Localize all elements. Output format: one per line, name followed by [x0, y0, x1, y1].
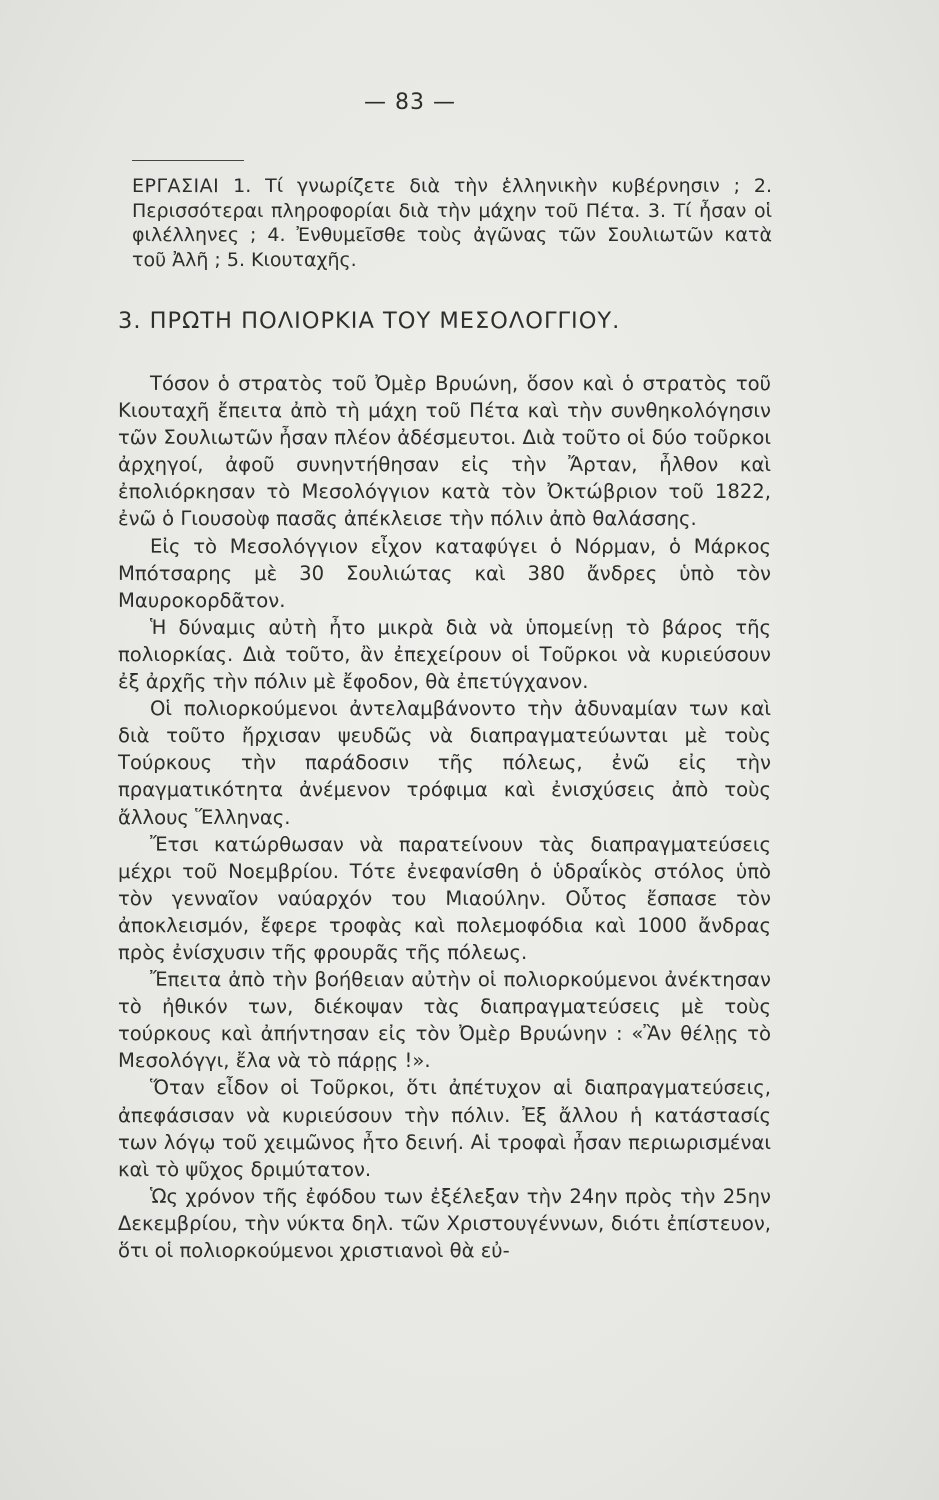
paragraph: Οἱ πολιορκούμενοι ἀντελαμβάνοντο τὴν ἀδυναμίαν των καὶ διὰ τοῦτο ἤρχισαν ψευδῶς νὰ διαπραγματεύωνται μὲ τοὺς Τούρκους τὴν παράδοσιν τῆς πόλεως, ἐνῶ εἰς τὴν πραγματικότητα ἀνέμενον τρόφιμα καὶ ἐνισχύσεις ἀπὸ τοὺς ἄλλους Ἕλληνας.: [118, 697, 771, 829]
page-number: — 83 —: [364, 90, 456, 115]
paragraph: Ἔτσι κατώρθωσαν νὰ παρατείνουν τὰς διαπραγματεύσεις μέχρι τοῦ Νοεμβρίου. Τότε ἐνεφανίσθη ὁ ὑδραΐκὸς στόλος ὑπὸ τὸν γενναῖον ναύαρχόν του Μιαούλην. Οὗτος ἔσπασε τὸν ἀποκλεισμόν, ἔφερε τροφὰς καὶ πολεμοφόδια καὶ 1000 ἄνδρας πρὸς ἐνίσχυσιν τῆς φρουρᾶς τῆς πόλεως.: [118, 832, 771, 964]
paragraph: Ὡς χρόνον τῆς ἐφόδου των ἐξέλεξαν τὴν 24ην πρὸς τὴν 25ην Δεκεμβρίου, τὴν νύκτα δηλ. τῶν Χριστουγέννων, διότι ἐπίστευον, ὅτι οἱ πολιορκούμενοι χριστιανοὶ θὰ εὐ-: [118, 1184, 771, 1262]
paragraph: Ἡ δύναμις αὐτὴ ἦτο μικρὰ διὰ νὰ ὑπομείνῃ τὸ βάρος τῆς πολιορκίας. Διὰ τοῦτο, ἂν ἐπεχείρουν οἱ Τοῦρκοι νὰ κυριεύσουν ἐξ ἀρχῆς τὴν πόλιν μὲ ἔφοδον, θὰ ἐπετύγχανον.: [118, 615, 771, 694]
separator-rule: [132, 160, 244, 161]
exercises-block: [132, 174, 772, 272]
paragraph: Εἰς τὸ Μεσολόγγιον εἶχον καταφύγει ὁ Νόρμαν, ὁ Μάρκος Μπότσαρης μὲ 30 Σουλιώτας καὶ 380 ἄνδρες ὑπὸ τὸν Μαυροκορδᾶτον.: [118, 534, 771, 612]
section-title: 3. ΠΡΩΤΗ ΠΟΛΙΟΡΚΙΑ ΤΟΥ ΜΕΣΟΛΟΓΓΙΟΥ.: [118, 308, 621, 334]
paragraph: Ἔπειτα ἀπὸ τὴν βοήθειαν αὐτὴν οἱ πολιορκούμενοι ἀνέκτησαν τὸ ἠθικόν των, διέκοψαν τὰς διαπραγματεύσεις μὲ τοὺς τούρκους καὶ ἀπήντησαν εἰς τὸν Ὀμὲρ Βρυώνην : «Ἂν θέλῃς τὸ Μεσολόγγι, ἔλα νὰ τὸ πάρῃς !».: [118, 968, 771, 1073]
paragraph: Τόσον ὁ στρατὸς τοῦ Ὀμὲρ Βρυώνη, ὅσον καὶ ὁ στρατὸς τοῦ Κιουταχῆ ἔπειτα ἀπὸ τὴ μάχη τοῦ Πέτα καὶ τὴν συνθηκολόγησιν τῶν Σουλιωτῶν ἦσαν πλέον ἀδέσμευτοι. Διὰ τοῦτο οἱ δύο τοῦρκοι ἀρχηγοί, ἀφοῦ συνηντήθησαν εἰς τὴν Ἄρταν, ἦλθον καὶ ἐπολιόρκησαν τὸ Μεσολόγγιον κατὰ τὸν Ὀκτώβριον τοῦ 1822, ἐνῶ ὁ Γιουσοὺφ πασᾶς ἀπέκλεισε τὴν πόλιν ἀπὸ θαλάσσης.: [118, 372, 771, 531]
body-text: [118, 370, 771, 1264]
exercises-label: ΕΡΓΑΣΙΑΙ: [132, 175, 220, 197]
paragraph: Ὅταν εἶδον οἱ Τοῦρκοι, ὅτι ἀπέτυχον αἱ διαπραγματεύσεις, ἀπεφάσισαν νὰ κυριεύσουν τὴν πόλιν. Ἐξ ἄλλου ἡ κατάστασίς των λόγῳ τοῦ χειμῶνος ἦτο δεινή. Αἱ τροφαὶ ἦσαν περιωρισμέναι καὶ τὸ ψῦχος δριμύτατον.: [118, 1076, 771, 1181]
exercises-text: 1. Τί γνωρίζετε διὰ τὴν ἑλληνικὴν κυβέρνησιν ; 2. Περισσότεραι πληροφορίαι διὰ τὴν μάχην τοῦ Πέτα. 3. Τί ἦσαν οἱ φιλέλληνες ; 4. Ἐνθυμεῖσθε τοὺς ἀγῶνας τῶν Σουλιωτῶν κατὰ τοῦ Ἀλῆ ; 5. Κιουταχῆς.: [132, 175, 772, 271]
